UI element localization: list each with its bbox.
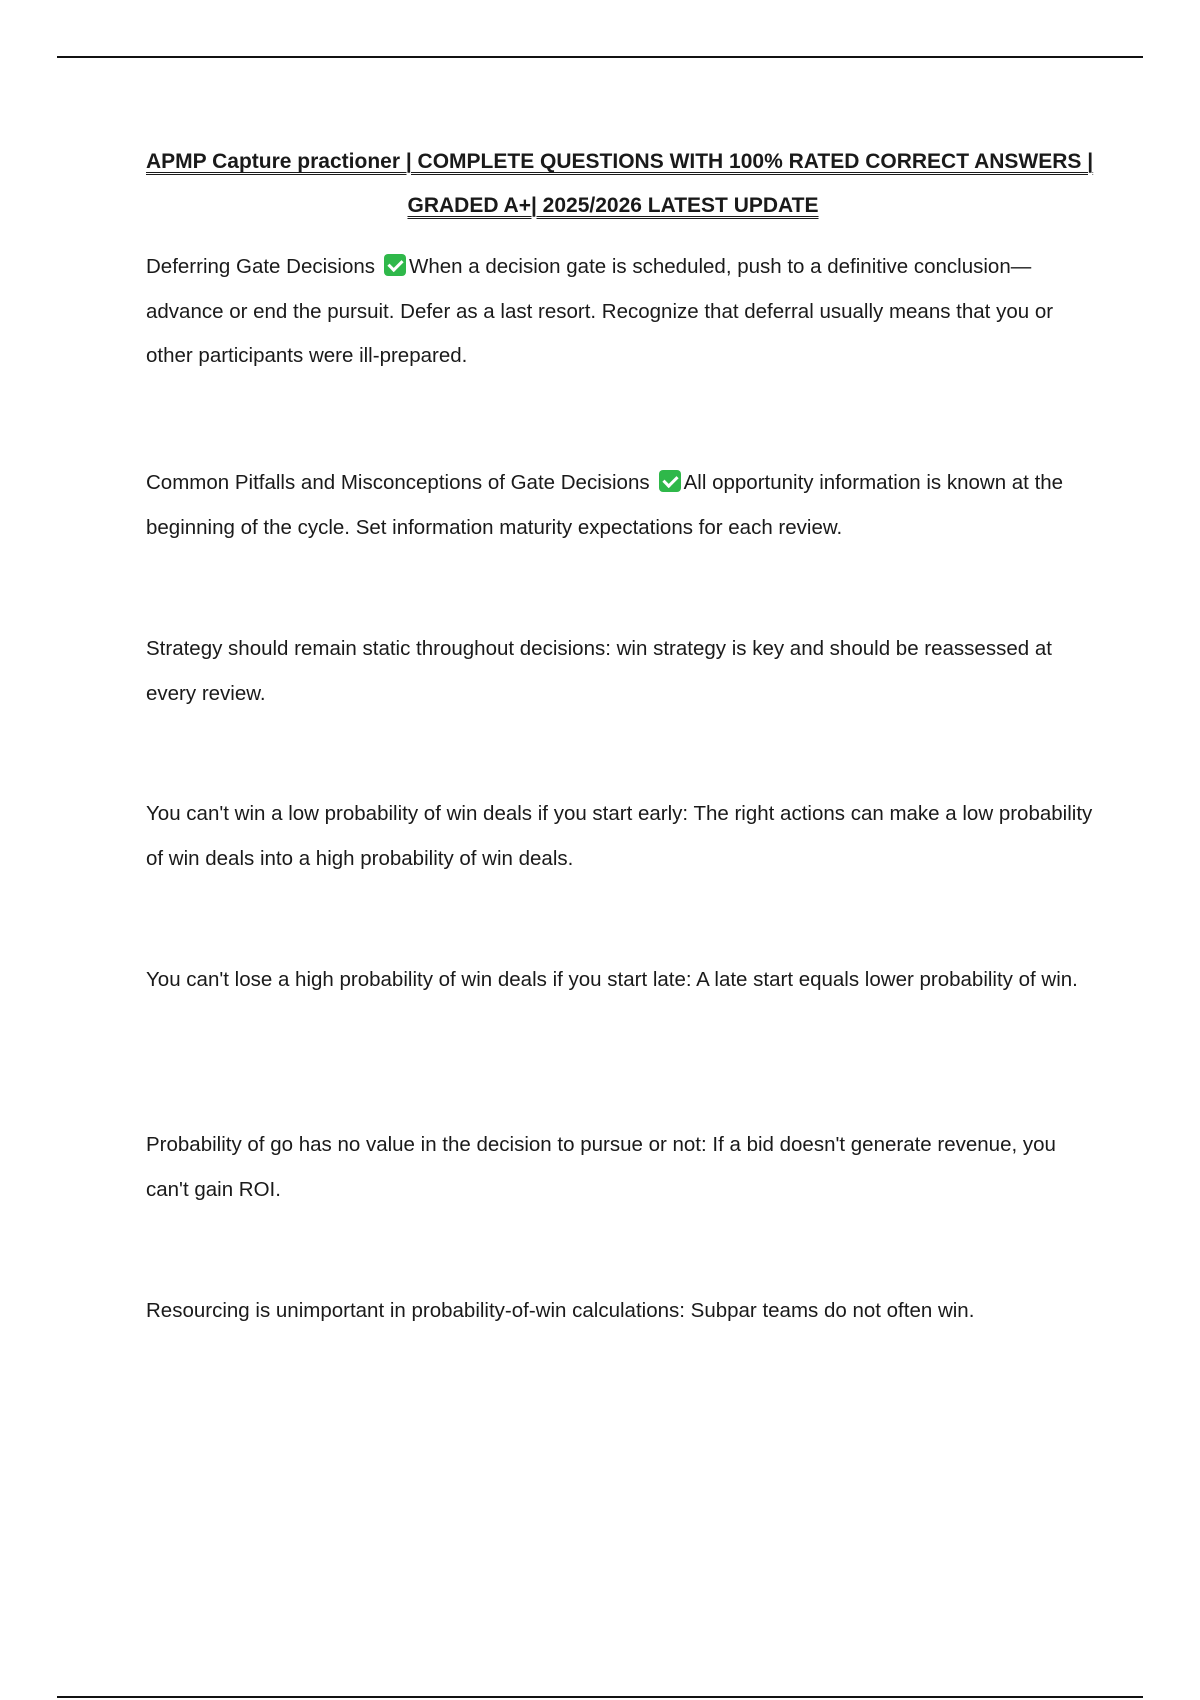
question-term: Common Pitfalls and Misconceptions of Gate Decisions — [146, 471, 650, 494]
document-title — [146, 140, 1094, 228]
pitfall-item-probability-of-go: Probability of go has no value in the decision to pursue or not: If a bid doesn't generate revenue, you can't gain ROI. — [146, 1133, 1056, 1201]
footer-rule — [57, 1696, 1143, 1698]
pitfall-item-strategy: Strategy should remain static throughout decisions: win strategy is key and should be reassessed at every review. — [146, 637, 1052, 705]
header-rule — [57, 56, 1143, 58]
check-mark-icon — [659, 470, 681, 492]
pitfall-item-start-early: You can't win a low probability of win deals if you start early: The right actions can make a low probability of win deals into a high probability of win deals. — [146, 802, 1093, 870]
question-term: Deferring Gate Decisions — [146, 255, 376, 278]
answer-text: All opportunity information is known at the beginning of the cycle. Set information maturity expectations for each review. — [146, 471, 1064, 539]
document-title-line-2: GRADED A+| 2025/2026 LATEST UPDATE — [407, 194, 819, 217]
pitfall-item-resourcing: Resourcing is unimportant in probability-of-win calculations: Subpar teams do not often win. — [146, 1299, 975, 1322]
qa-entry-deferring-gate-decisions — [146, 245, 1096, 379]
check-mark-icon — [384, 254, 406, 276]
document-title-line-1: APMP Capture practioner | COMPLETE QUESTIONS WITH 100% RATED CORRECT ANSWERS | — [146, 150, 1094, 173]
pitfall-item-start-late: You can't lose a high probability of win deals if you start late: A late start equals lower probability of win. — [146, 968, 1078, 991]
qa-entry-common-pitfalls — [146, 461, 1096, 550]
answer-text: When a decision gate is scheduled, push to a definitive conclusion—advance or end the pursuit. Defer as a last resort. Recognize that deferral usually means that you or other participants were ill-prepared. — [146, 255, 1054, 367]
